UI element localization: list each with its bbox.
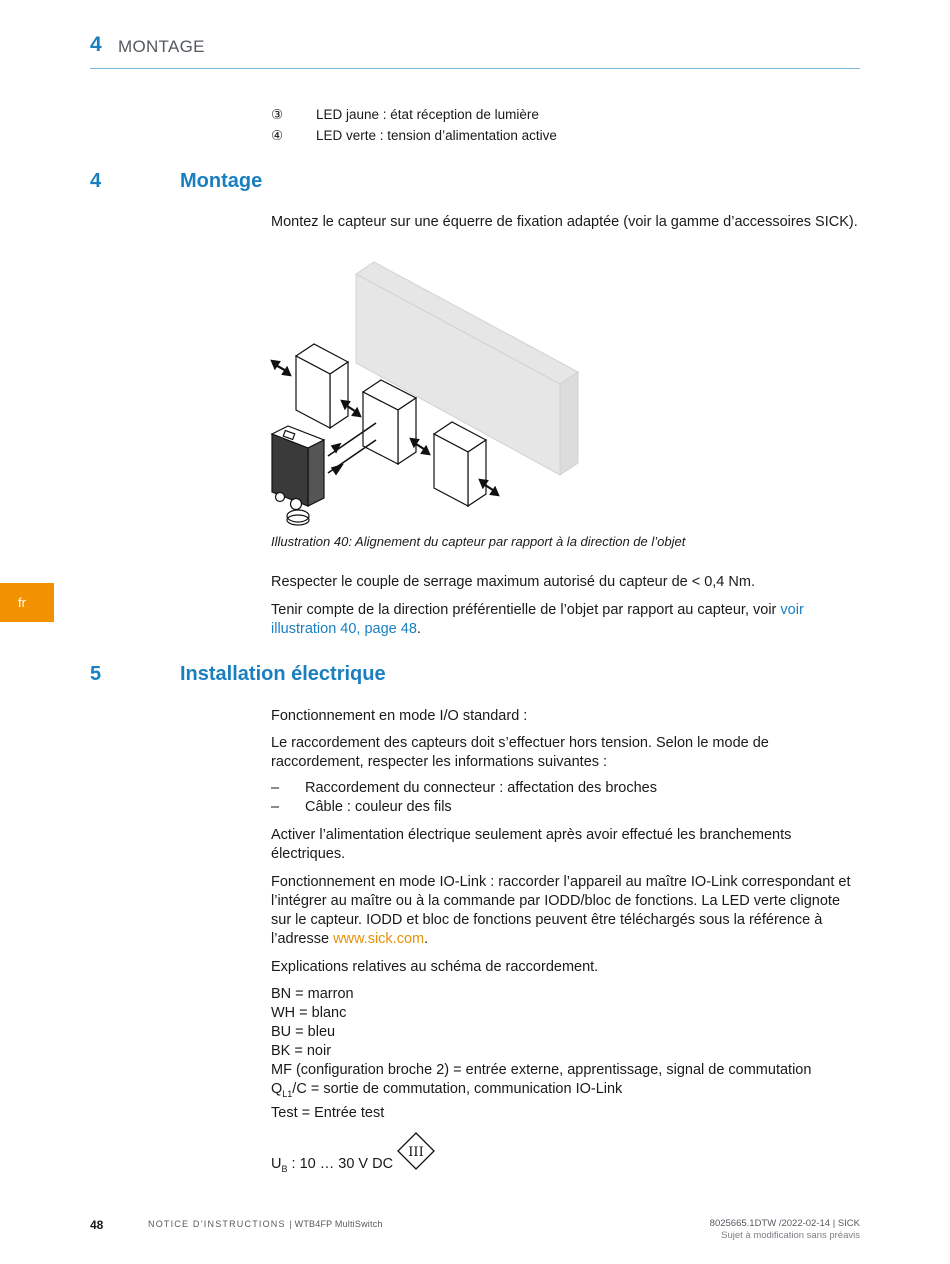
wiring-note: Le raccordement des capteurs doit s’effectuer hors tension. Selon le mode de raccordement, respecter les informations suivantes :: [271, 735, 769, 770]
ub-subscript: B: [281, 1163, 288, 1174]
torque-note: Respecter le couple de serrage maximum autorisé du capteur de < 0,4 Nm.: [271, 574, 755, 590]
ub-symbol: U: [271, 1156, 282, 1172]
section-title: Installation électrique: [180, 663, 386, 685]
protection-class-icon: [396, 1131, 436, 1171]
product-name: | WTB4FP MultiSwitch: [289, 1219, 383, 1229]
q-subscript: L1: [282, 1088, 293, 1099]
wire-code: [271, 1080, 861, 1104]
iolink-note: [271, 873, 861, 949]
header-divider: [90, 68, 860, 69]
sick-website-link[interactable]: www.sick.com: [333, 931, 425, 947]
chapter-number: 4: [90, 33, 102, 56]
legend-mark: ③: [271, 107, 284, 122]
legend-item: [271, 107, 539, 123]
change-notice: Sujet à modification sans préavis: [721, 1230, 860, 1241]
protection-class-label: III: [408, 1145, 424, 1160]
iolink-text: Fonctionnement en mode IO-Link : raccorder l’appareil au maître IO-Link correspondant et l’intégrer au maître ou à la commande par IODD/bloc de fonctions. La LED verte clignote sur le capteur. IODD et bloc de fonctions peuvent être téléchargés sous la référence à l’adresse: [271, 874, 851, 947]
list-dash: –: [271, 799, 280, 815]
section-number: 5: [90, 663, 102, 685]
section-title: Montage: [180, 170, 263, 192]
section-number: 4: [90, 170, 102, 192]
legend-intro: Explications relatives au schéma de raccordement.: [271, 959, 599, 975]
list-text: Câble : couleur des fils: [305, 799, 452, 815]
legend-text: LED verte : tension d’alimentation active: [316, 128, 557, 143]
io-mode-heading: Fonctionnement en mode I/O standard :: [271, 708, 528, 724]
wire-code: Test = Entrée test: [271, 1104, 385, 1121]
direction-note: [271, 601, 861, 639]
language-tab: fr: [0, 583, 54, 622]
legend-text: LED jaune : état réception de lumière: [316, 107, 539, 122]
list-item: [271, 780, 657, 796]
wire-code: WH = blanc: [271, 1005, 347, 1021]
chapter-title: MONTAGE: [118, 37, 205, 56]
wire-code: BN = marron: [271, 986, 354, 1002]
direction-end: .: [416, 621, 421, 637]
wire-code-list: [271, 985, 861, 1123]
doc-type: NOTICE D’INSTRUCTIONS: [148, 1219, 286, 1229]
mounting-illustration: [266, 258, 586, 528]
object-box-1: [296, 344, 348, 428]
page-number: 48: [90, 1218, 104, 1232]
q-description: /C = sortie de commutation, communication IO-Link: [292, 1081, 623, 1097]
legend-item: [271, 128, 557, 144]
q-symbol: Q: [271, 1081, 283, 1097]
figure-caption: Illustration 40: Alignement du capteur par rapport à la direction de l’objet: [271, 534, 686, 549]
list-text: Raccordement du connecteur : affectation des broches: [305, 780, 657, 796]
direction-text: Tenir compte de la direction préférentielle de l’objet par rapport au capteur, voir: [271, 602, 781, 618]
mounting-intro: Montez le capteur sur une équerre de fixation adaptée (voir la gamme d’accessoires SICK).: [271, 214, 858, 230]
object-box-2: [363, 380, 416, 464]
doc-reference: 8025665.1DTW /2022-02-14 | SICK: [709, 1218, 860, 1229]
list-item: [271, 799, 452, 815]
object-box-3: [434, 422, 486, 506]
wire-code: BK = noir: [271, 1043, 332, 1059]
list-dash: –: [271, 780, 280, 796]
wire-code: MF (configuration broche 2) = entrée externe, apprentissage, signal de commutation: [271, 1062, 812, 1078]
sensor-body: [272, 426, 324, 525]
footer-reference: [710, 1218, 860, 1242]
footer-doc-title: [148, 1219, 383, 1229]
illustration-link[interactable]: voir illustration 40, page 48: [271, 602, 804, 637]
iolink-end: .: [424, 931, 429, 947]
wire-code: BU = bleu: [271, 1024, 336, 1040]
ub-range: : 10 … 30 V DC: [287, 1156, 394, 1172]
supply-voltage: [271, 1155, 861, 1179]
legend-mark: ④: [271, 128, 284, 143]
power-note: Activer l’alimentation électrique seulement après avoir effectué les branchements électriques.: [271, 827, 792, 862]
